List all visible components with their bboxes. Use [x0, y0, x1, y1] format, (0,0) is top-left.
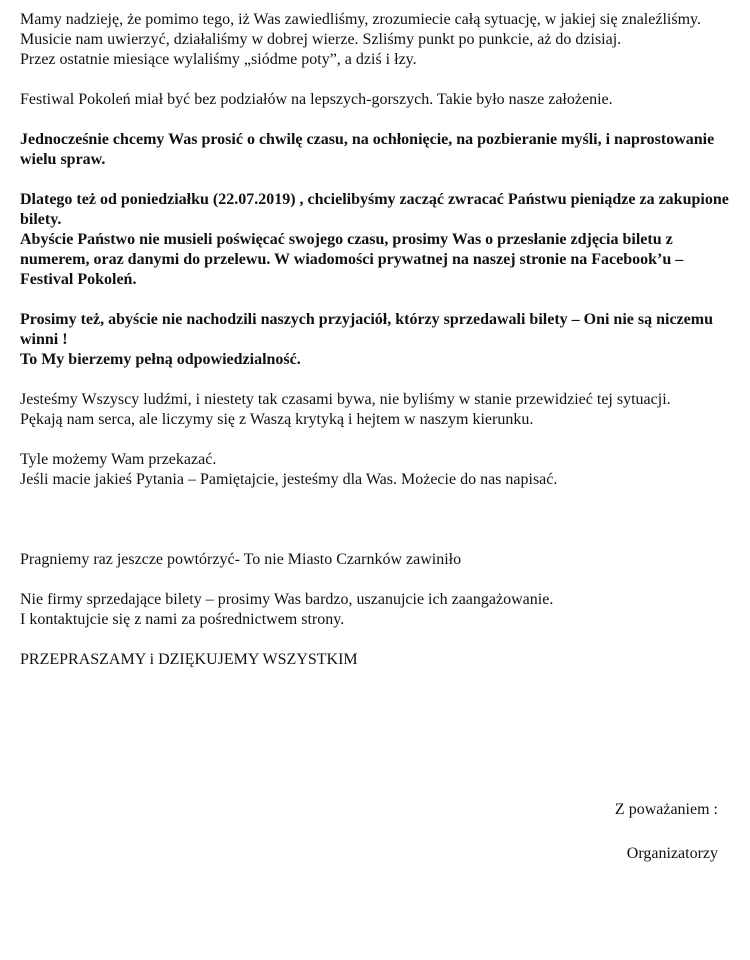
- letter-body: [20, 10, 735, 670]
- signature-organizers: Organizatorzy: [626, 845, 718, 862]
- paragraph-contact-offer: Tyle możemy Wam przekazać. Jeśli macie jakieś Pytania – Pamiętajcie, jesteśmy dla Was. Możecie do nas napisać.: [20, 451, 558, 488]
- paragraph-responsibility: Prosimy też, abyście nie nachodzili naszych przyjaciół, którzy sprzedawali bilety – Oni nie są niczemu winni ! To My bierzemy pełną odpowiedzialność.: [20, 311, 713, 368]
- paragraph-closing-apology: PRZEPRASZAMY i DZIĘKUJEMY WSZYSTKIM: [20, 651, 358, 668]
- paragraph-festival-assumption: Festiwal Pokoleń miał być bez podziałów na lepszych-gorszych. Takie było nasze założenie.: [20, 91, 613, 108]
- paragraph-human-error: Jesteśmy Wszyscy ludźmi, i niestety tak czasami bywa, nie byliśmy w stanie przewidzieć tej sytuacji. Pękają nam serca, ale liczymy się z Waszą krytyką i hejtem w naszym kierunku.: [20, 391, 671, 428]
- paragraph-apology-intro: Mamy nadzieję, że pomimo tego, iż Was zawiedliśmy, zrozumiecie całą sytuację, w jakiej się znaleźliśmy. Musicie nam uwierzyć, działaliśmy w dobrej wierze. Szliśmy punkt po punkcie, aż do dzisiaj. Przez ostatnie miesiące wylaliśmy „siódme poty”, a dziś i łzy.: [20, 11, 701, 68]
- paragraph-ticket-sellers: Nie firmy sprzedające bilety – prosimy Was bardzo, uszanujcie ich zaangażowanie. I kontaktujcie się z nami za pośrednictwem strony.: [20, 591, 554, 628]
- signature-regards: Z poważaniem :: [614, 801, 718, 818]
- paragraph-city-not-guilty: Pragniemy raz jeszcze powtórzyć- To nie Miasto Czarnków zawiniło: [20, 551, 462, 568]
- paragraph-request-time: Jednocześnie chcemy Was prosić o chwilę czasu, na ochłonięcie, na pozbieranie myśli, i naprostowanie wielu spraw.: [20, 131, 715, 168]
- paragraph-refund-info: Dlatego też od poniedziałku (22.07.2019) , chcielibyśmy zacząć zwracać Państwu pieniądze za zakupione bilety. Abyście Państwo nie musieli poświęcać swojego czasu, prosimy Was o przesłanie zdjęcia biletu z numerem, oraz danymi do przelewu. W wiadomości prywatnej na naszej stronie na Facebook’u – Festival Pokoleń.: [20, 191, 729, 288]
